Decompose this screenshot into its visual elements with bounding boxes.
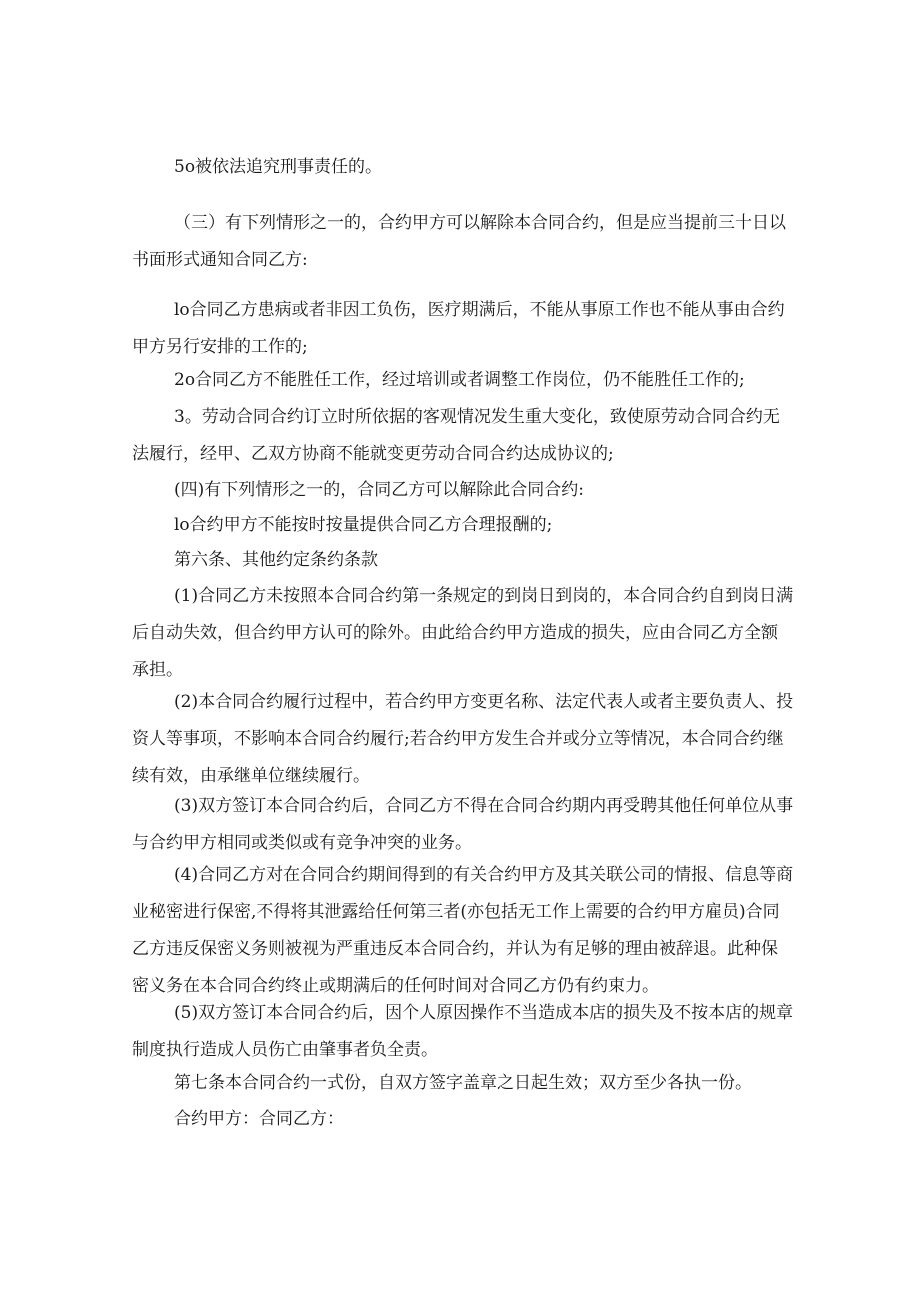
paragraph-article-six-2: (2)本合同合约履行过程中，若合约甲方变更名称、法定代表人或者主要负责人、投资人等事项，不影响本合同合约履行;若合约甲方发生合并或分立等情况，本合同合约继续有效，由承继单位继续履行。: [132, 692, 794, 786]
paragraph-item-1-illness: lo合同乙方患病或者非因工负伤，医疗期满后，不能从事原工作也不能从事由合约甲方另行安排的工作的;: [132, 300, 785, 357]
paragraph-article-six-5: (5)双方签订本合同合约后，因个人原因操作不当造成本店的损失及不按本店的规章制度执行造成人员伤亡由肇事者负全责。: [132, 1003, 794, 1060]
paragraph-article-seven: 第七条本合同合约一式份，自双方签字盖章之日起生效；双方至少各执一份。: [174, 1073, 752, 1093]
paragraph-section-four: (四)有下列情形之一的，合同乙方可以解除此合同合约:: [174, 480, 584, 500]
paragraph-clause-5: 5o被依法追究刑事责任的。: [174, 157, 383, 177]
paragraph-item-1-remuneration: lo合约甲方不能按时按量提供合同乙方合理报酬的;: [174, 515, 553, 535]
paragraph-article-six-1: (1)合同乙方未按照本合同合约第一条规定的到岗日到岗的，本合同合约自到岗日满后自动失效，但合约甲方认可的除外。由此给合约甲方造成的损失，应由合同乙方全额承担。: [132, 586, 794, 680]
signature-line: 合约甲方：合同乙方：: [174, 1109, 344, 1129]
paragraph-article-six-4: (4)合同乙方对在合同合约期间得到的有关合约甲方及其关联公司的情报、信息等商业秘密进行保密,不得将其泄露给任何第三者(亦包括无工作上需要的合约甲方雇员)合同乙方违反保密义务则被视为严重违反本合同合约，并认为有足够的理由被辞退。此种保密义务在本合同合约终止或期满后的任何时间对合同乙方仍有约束力。: [132, 865, 794, 996]
paragraph-item-3-circumstances: 3。劳动合同合约订立时所依据的客观情况发生重大变化，致使原劳动合同合约无法履行，经甲、乙双方协商不能就变更劳动合同合约达成协议的;: [132, 407, 780, 464]
paragraph-section-three: （三）有下列情形之一的，合约甲方可以解除本合同合约，但是应当提前三十日以书面形式通知合同乙方:: [132, 213, 786, 270]
paragraph-item-2-incompetence: 2o合同乙方不能胜任工作，经过培训或者调整工作岗位，仍不能胜任工作的;: [174, 370, 745, 390]
heading-article-six: 第六条、其他约定条约条款: [174, 550, 378, 570]
paragraph-article-six-3: (3)双方签订本合同合约后，合同乙方不得在合同合约期内再受聘其他任何单位从事与合约甲方相同或类似或有竞争冲突的业务。: [132, 796, 794, 853]
